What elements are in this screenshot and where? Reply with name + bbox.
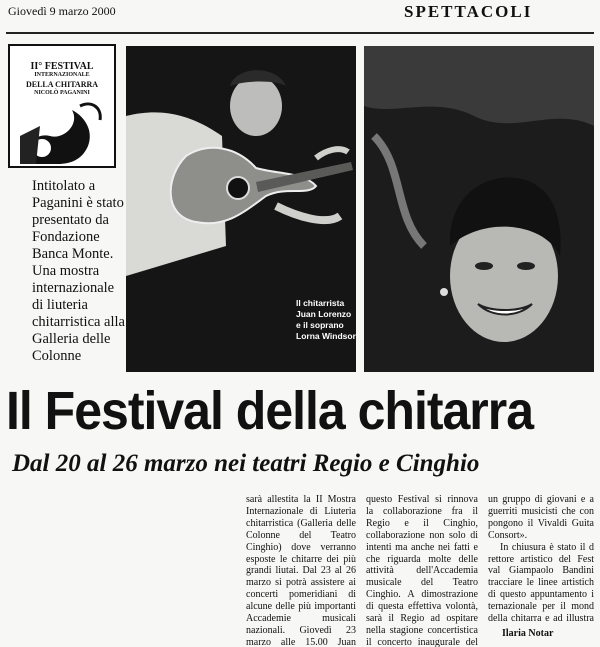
header-rule — [6, 32, 594, 34]
soprano-photo-image — [364, 46, 594, 372]
issue-date: Giovedì 9 marzo 2000 — [8, 4, 116, 18]
photo-caption: Il chitarrista Juan Lorenzo e il soprano Lorna Windsor — [296, 298, 356, 341]
subheadline: Dal 20 al 26 marzo nei teatri Regio e Cinghio — [12, 450, 480, 477]
article-paragraph: un gruppo di giovani e a guerriti musicisti che con pongono il Vivaldi Guita Consort». — [488, 494, 594, 541]
poster-title-line: II° FESTIVAL — [30, 61, 94, 72]
article-paragraph: In chiusura è stato il d rettore artistico del Fest val Giampaolo Bandini tracciare le linee artistich di questo appuntamento i ternazionale per il mond della chitarra e ad illustra — [488, 541, 594, 624]
poster-title-line: DELLA CHITARRA — [25, 80, 99, 89]
section-title: SPETTACOLI — [404, 2, 533, 21]
intro-paragraph: Intitolato a Paganini è stato presentato da Fondazione Banca Monte. Una mostra internazionale di liuteria chitarristica alla Galleria delle Colonne — [32, 178, 125, 364]
article-column-1 — [246, 494, 356, 647]
poster-title-line: NICOLÒ PAGANINI — [34, 90, 90, 96]
author-signature: Ilaria Notar — [502, 628, 554, 639]
article-paragraph: questo Festival si rinnova la collaborazione fra il Regio e il Cinghio, collaborazione non solo di intenti ma anche nei fatti e che riguarda molte delle attività dell'Accademia musicale del Teatro Cinghio. A dimostrazione di questa effettiva volontà, sarà il Regio ad ospitare nella stagione concertistica il concerto inaugurale del — [366, 494, 478, 647]
festival-poster — [8, 44, 116, 168]
poster-title-line: INTERNAZIONALE — [34, 72, 90, 78]
headline: Il Festival della chitarra — [6, 380, 534, 441]
soprano-photo — [364, 46, 594, 372]
article-column-3 — [488, 494, 594, 624]
article-paragraph: sarà allestita la II Mostra Internazionale di Liuteria chitarristica (Galleria delle Colonne del Teatro Cinghio) dove verranno esposte le chitarre dei più grandi liutai. Dal 23 al 26 marzo si potrà assistere ai concerti pomeridiani di alcune delle più importanti Accademie musicali nazionali. Giovedì 23 marzo alle 15.00 Juan — [246, 494, 356, 647]
article-column-2 — [366, 494, 478, 647]
poster-illustration — [10, 46, 114, 166]
